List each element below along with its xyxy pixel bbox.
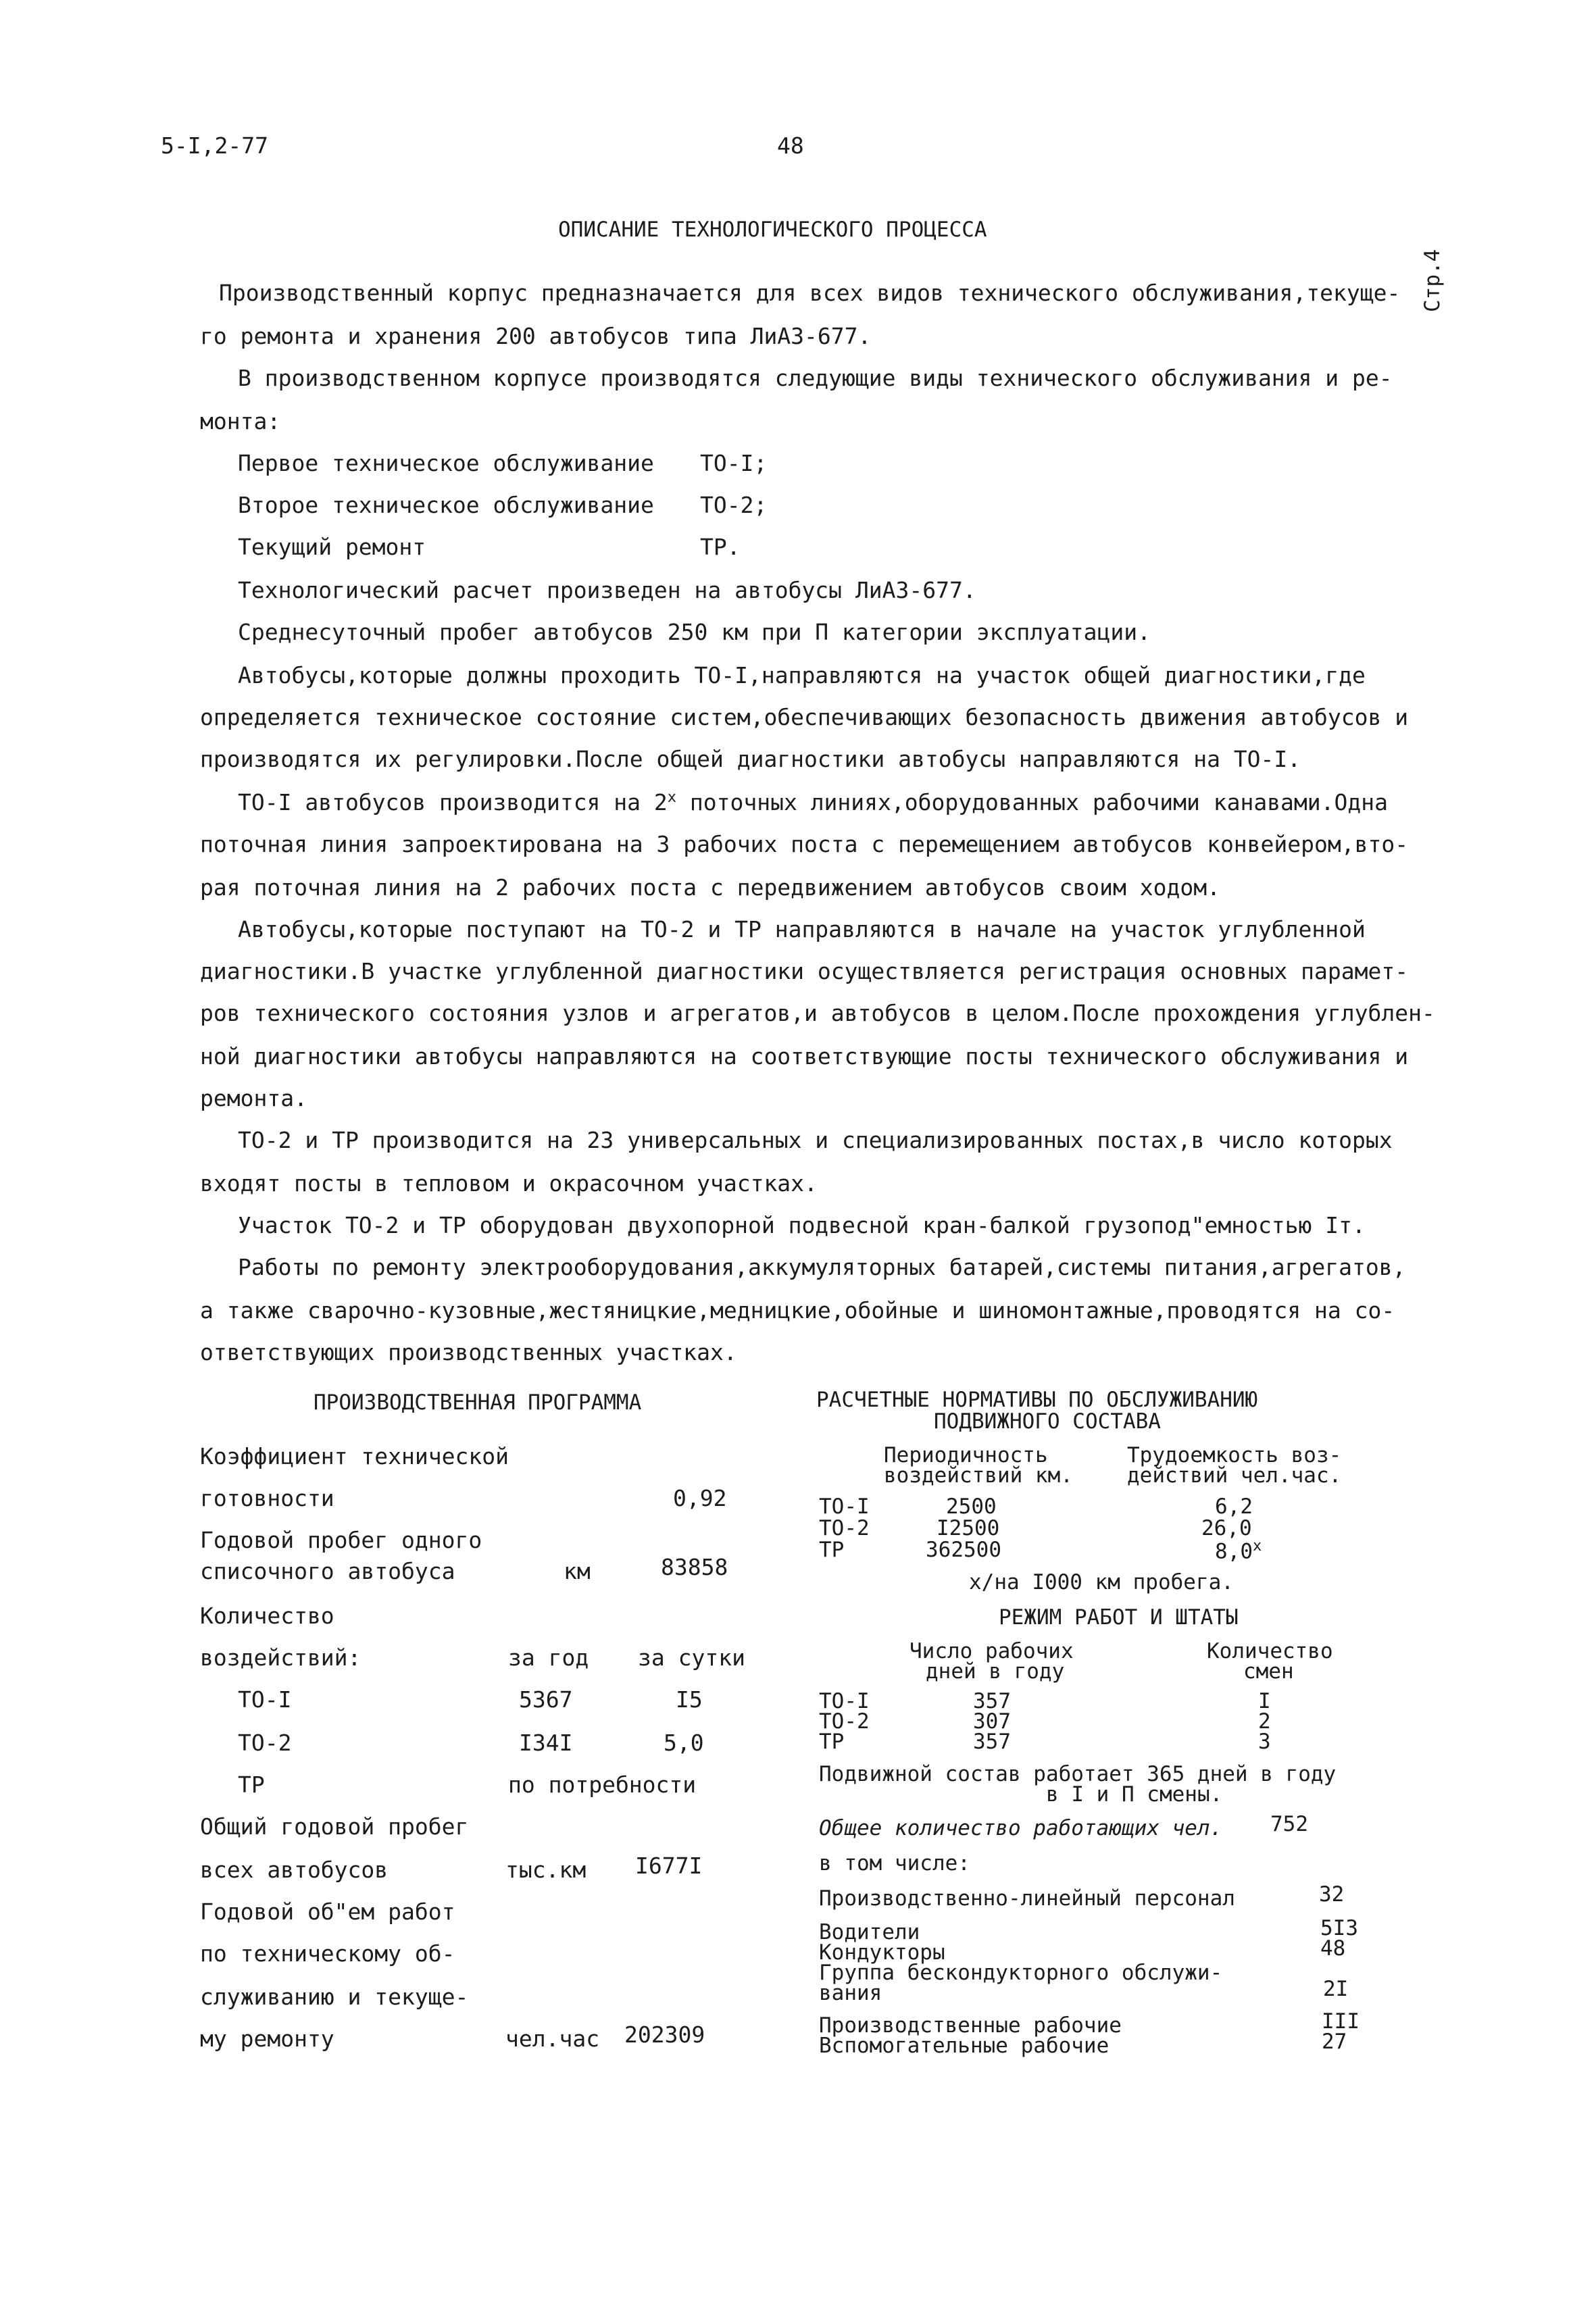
program-label: Годовой об"ем работ [200, 1898, 455, 1925]
norms-row-name: ТО-2 [819, 1516, 870, 1540]
regime-column-header: смен [1243, 1659, 1294, 1684]
program-label: Годовой пробег одного [200, 1527, 482, 1553]
staff-name: Производственно-линейный персонал [819, 1886, 1235, 1911]
service-type-name: Текущий ремонт [238, 534, 426, 560]
body-line: Работы по ремонту электрооборудования,аккумуляторных батарей,системы питания,агрегатов, [238, 1254, 1406, 1280]
program-label: Количество [200, 1603, 334, 1629]
section-title: ОПИСАНИЕ ТЕХНОЛОГИЧЕСКОГО ПРОЦЕССА [558, 218, 987, 242]
program-label: служиванию и текуще- [200, 1984, 469, 2010]
service-type-code: ТР. [700, 534, 741, 560]
program-row-year: I34I [519, 1730, 573, 1756]
staff-name: Вспомогательные рабочие [819, 2034, 1109, 2058]
staff-including: в том числе: [819, 1851, 970, 1876]
body-line: ремонта. [200, 1085, 307, 1111]
norms-row-labor [1215, 1538, 1262, 1563]
body-line [238, 789, 1388, 815]
body-line: а также сварочно-кузовные,жестяницкие,медницкие,обойные и шиномонтажные,проводятся на со- [200, 1297, 1395, 1324]
program-row-name: ТР [238, 1771, 265, 1798]
body-line: ной диагностики автобусы направляются на соответствующие посты технического обслуживания и [200, 1043, 1409, 1070]
body-line: Автобусы,которые поступают на ТО-2 и ТР направляются в начале на участок углубленной [238, 916, 1366, 942]
body-line: ответствующих производственных участках. [200, 1339, 737, 1365]
program-value: 0,92 [673, 1485, 727, 1511]
program-unit: чел.час [505, 2026, 600, 2052]
program-value: 202309 [624, 2021, 705, 2048]
norms-row-name: ТО-I [819, 1494, 870, 1519]
staff-total-label: Общее количество работающих чел. [819, 1816, 1223, 1840]
staff-value: 5I3 [1320, 1916, 1358, 1940]
labor-value: 8,0 [1215, 1539, 1253, 1564]
program-label: готовности [200, 1485, 334, 1511]
regime-row-name: ТР [819, 1730, 845, 1754]
body-line: Технологический расчет произведен на автобусы ЛиАЗ-677. [238, 577, 976, 603]
staff-value: 48 [1320, 1936, 1346, 1961]
body-line: рая поточная линия на 2 рабочих поста с передвижением автобусов своим ходом. [200, 874, 1220, 901]
program-row-name: ТО-2 [238, 1730, 292, 1756]
body-line: Среднесуточный пробег автобусов 250 км при П категории эксплуатации. [238, 619, 1151, 645]
program-label: Коэффициент технической [200, 1443, 509, 1469]
body-line: Автобусы,которые должны проходить ТО-I,направляются на участок общей диагностики,где [238, 662, 1366, 688]
staff-name: Кондукторы [819, 1940, 945, 1965]
norms-column-header: Периодичность [884, 1443, 1048, 1467]
staff-name: вания [819, 1981, 882, 2005]
norms-title: РАСЧЕТНЫЕ НОРМАТИВЫ ПО ОБСЛУЖИВАНИЮ [816, 1388, 1258, 1412]
regime-row-shifts: 2 [1258, 1709, 1271, 1734]
page-number: 48 [777, 132, 804, 159]
norms-title: ПОДВИЖНОГО СОСТАВА [934, 1409, 1161, 1434]
regime-note: в I и П смены. [1046, 1782, 1223, 1807]
body-line: го ремонта и хранения 200 автобусов типа ЛиАЗ-677. [200, 323, 872, 349]
staff-value: 2I [1323, 1977, 1349, 2001]
body-line: Производственный корпус предназначается для всех видов технического обслуживания,текуще- [219, 280, 1401, 306]
staff-name: Производственные рабочие [819, 2013, 1122, 2038]
program-label: Общий годовой пробег [200, 1813, 469, 1840]
norms-column-header: Трудоемкость воз- [1127, 1443, 1342, 1467]
service-type-name: Первое техническое обслуживание [238, 450, 654, 476]
norms-column-header: действий чел.час. [1127, 1463, 1342, 1488]
program-label: всех автобусов [200, 1857, 389, 1883]
body-line: Участок ТО-2 и ТР оборудован двухопорной подвесной кран-балкой грузопод"емностью Iт. [238, 1212, 1366, 1238]
body-line: монта: [200, 408, 281, 434]
body-line: ТО-2 и ТР производится на 23 универсальных и специализированных постах,в число которых [238, 1127, 1393, 1153]
norms-column-header: воздействий км. [884, 1463, 1073, 1488]
body-text: ТО-I автобусов производится на 2 [238, 789, 668, 815]
staff-name: Группа бескондукторного обслужи- [819, 1961, 1223, 1985]
norms-row-labor: 26,0 [1201, 1516, 1252, 1540]
body-text: поточных линиях,оборудованных рабочими канавами.Одна [676, 789, 1389, 815]
program-label: списочного автобуса [200, 1558, 455, 1584]
service-type-code: ТО-I; [700, 450, 768, 476]
regime-title: РЕЖИМ РАБОТ И ШТАТЫ [999, 1605, 1239, 1630]
regime-row-days: 307 [973, 1709, 1011, 1734]
service-type-code: ТО-2; [700, 492, 768, 518]
regime-row-shifts: I [1258, 1689, 1271, 1713]
regime-row-days: 357 [973, 1689, 1011, 1713]
document-code: 5-I,2-77 [161, 132, 268, 159]
program-title: ПРОИЗВОДСТВЕННАЯ ПРОГРАММА [314, 1390, 642, 1415]
program-label: воздействий: [200, 1644, 361, 1671]
norms-row-period: 362500 [926, 1538, 1001, 1562]
body-line: производятся их регулировки.После общей диагностики автобусы направляются на ТО-I. [200, 746, 1301, 772]
program-label: по техническому об- [200, 1940, 455, 1967]
norms-row-labor: 6,2 [1215, 1494, 1253, 1519]
norms-row-period: 2500 [946, 1494, 997, 1519]
body-line: диагностики.В участке углубленной диагностики осуществляется регистрация основных парамет- [200, 958, 1409, 984]
side-page-label: Стр.4 [1420, 249, 1445, 312]
staff-name: Водители [819, 1920, 920, 1944]
regime-row-days: 357 [973, 1730, 1011, 1754]
body-line: ров технического состояния узлов и агрегатов,и автобусов в целом.После прохождения углублен- [200, 1000, 1435, 1026]
superscript: x [667, 789, 677, 806]
program-row-day: I5 [676, 1686, 703, 1713]
program-row-year: 5367 [519, 1686, 573, 1713]
body-line: поточная линия запроектирована на 3 рабочих поста с перемещением автобусов конвейером,вто- [200, 831, 1409, 857]
norms-footnote: x/на I000 км пробега. [969, 1570, 1234, 1594]
regime-column-header: дней в году [926, 1659, 1065, 1684]
program-row-name: ТО-I [238, 1686, 292, 1713]
staff-value: III [1322, 2009, 1360, 2034]
program-unit: тыс.км [505, 1857, 587, 1883]
body-line: входят посты в тепловом и окрасочном участках. [200, 1170, 818, 1197]
service-type-name: Второе техническое обслуживание [238, 492, 654, 518]
regime-column-header: Число рабочих [909, 1639, 1074, 1663]
regime-column-header: Количество [1207, 1639, 1333, 1663]
norms-row-name: ТР [819, 1538, 845, 1562]
staff-total-value: 752 [1270, 1812, 1308, 1836]
body-line: определяется техническое состояние систем,обеспечивающих безопасность движения автобусов и [200, 704, 1409, 730]
body-line: В производственном корпусе производятся следующие виды технического обслуживания и ре- [238, 365, 1393, 391]
staff-value: 32 [1319, 1882, 1345, 1907]
program-label: му ремонту [200, 2026, 334, 2052]
regime-row-name: ТО-2 [819, 1709, 870, 1734]
program-row-day: 5,0 [664, 1730, 704, 1756]
program-column-header: за год [508, 1644, 589, 1671]
regime-row-name: ТО-I [819, 1689, 870, 1713]
regime-row-shifts: 3 [1258, 1730, 1271, 1754]
program-unit: км [564, 1558, 591, 1584]
program-value: 83858 [661, 1554, 728, 1580]
program-row-value: по потребности [508, 1771, 697, 1798]
staff-value: 27 [1322, 2030, 1347, 2054]
norms-row-period: I2500 [937, 1516, 1000, 1540]
program-column-header: за сутки [638, 1644, 745, 1671]
program-value: I677I [635, 1853, 703, 1879]
regime-note: Подвижной состав работает 365 дней в году [819, 1762, 1337, 1786]
labor-mark: x [1253, 1538, 1262, 1555]
